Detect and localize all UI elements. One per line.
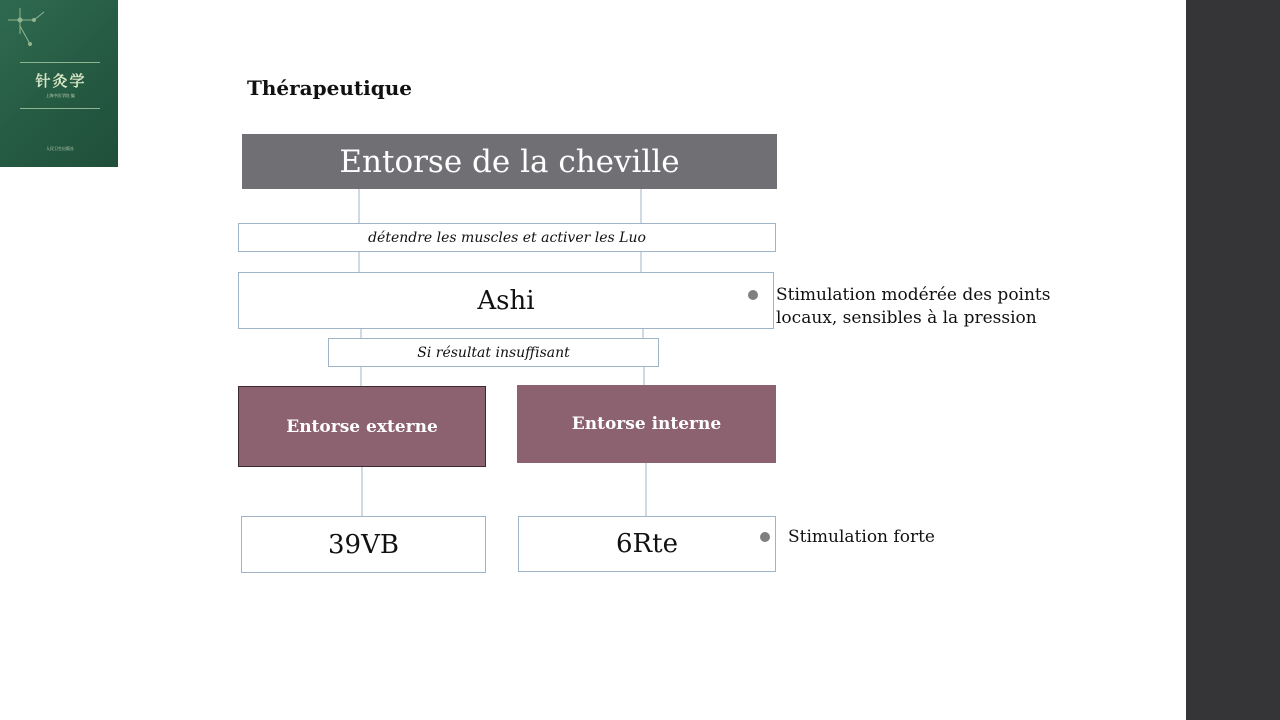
book-cover-publisher: 人民卫生出版社 [46, 146, 74, 151]
point-ashi-box: Ashi [238, 272, 774, 329]
branch-external-sprain: Entorse externe [238, 386, 486, 467]
book-cover-title: 针灸学 [35, 72, 87, 90]
diagram-title-box: Entorse de la cheville [242, 134, 777, 189]
note-line: Stimulation modérée des points [776, 285, 1051, 305]
bullet-dot [748, 290, 758, 300]
point-39vb-box: 39VB [241, 516, 486, 573]
step-relax-muscles: détendre les muscles et activer les Luo [238, 223, 776, 252]
point-6rte-box: 6Rte [518, 516, 776, 572]
book-cover-subtitle: 上海中医学院 编 [45, 93, 75, 98]
note-strong-stimulation: Stimulation forte [788, 527, 935, 547]
condition-insufficient-box: Si résultat insuffisant [328, 338, 659, 367]
slide-heading: Thérapeutique [247, 76, 412, 100]
note-moderate-stimulation [776, 284, 1051, 330]
bullet-dot [760, 532, 770, 542]
note-line: locaux, sensibles à la pression [776, 308, 1037, 328]
branch-internal-sprain: Entorse interne [517, 385, 776, 463]
